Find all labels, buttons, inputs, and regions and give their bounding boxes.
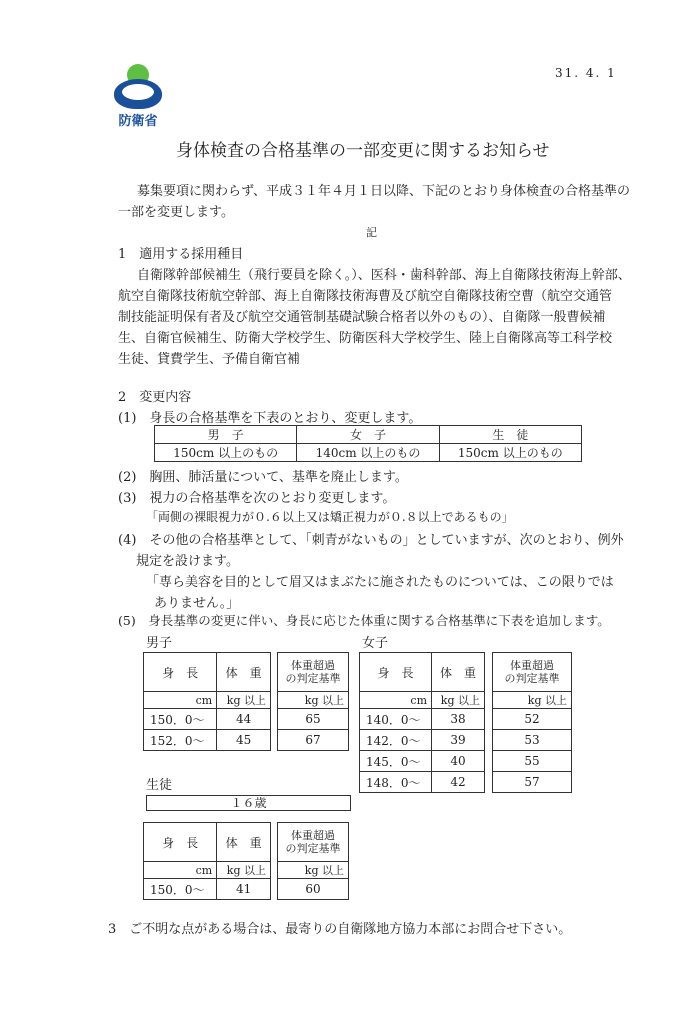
col-over-header: 体重超過 の判定基準 (278, 653, 349, 692)
ki-mark: 記 (366, 226, 377, 239)
section3-text: 3 ご不明な点がある場合は、最寄りの自衛隊地方協力本部にお問合せ下さい。 (108, 922, 572, 937)
logo-text: 防衛省 (118, 114, 158, 129)
table-cell-weight: 44 (217, 709, 271, 730)
table-cell-over: 60 (278, 879, 349, 900)
intro-line-2: 一部を変更します。 (118, 205, 234, 220)
table-cell-weight: 38 (432, 709, 485, 730)
section1-line: 航空自衛隊技術航空幹部、海上自衛隊技術海曹及び航空自衛隊技術空曹（航空交通管 (118, 289, 613, 304)
logo-body-shape (114, 79, 162, 109)
table-cell-over: 55 (493, 751, 572, 772)
height-header-female: 女 子 (297, 426, 439, 444)
document-date: 31. 4. 1 (555, 66, 617, 80)
height-header-male: 男 子 (155, 426, 297, 444)
section2-heading: 2 変更内容 (118, 390, 192, 405)
height-header-student: 生 徒 (439, 426, 581, 444)
female-weight-table (359, 652, 485, 793)
unit-kg: kg 以上 (493, 692, 572, 709)
section1-line: 生徒、貸費学生、予備自衛官補 (118, 352, 301, 367)
table-cell-over: 57 (493, 772, 572, 793)
col-over-header: 体重超過 の判定基準 (278, 823, 349, 862)
height-value-student: 150cm 以上のもの (439, 444, 581, 462)
table-cell-over: 67 (278, 730, 349, 751)
col-weight-header: 体 重 (217, 823, 271, 862)
student-label: 生徒 (146, 778, 173, 793)
table-cell-over: 65 (278, 709, 349, 730)
table-cell-height: 142．0～ (360, 730, 432, 751)
table-cell-weight: 41 (217, 879, 271, 900)
student-weight-table (143, 822, 271, 900)
unit-kg: kg 以上 (278, 862, 349, 879)
table-cell-weight: 45 (217, 730, 271, 751)
item-4-line-2: 規定を設けます。 (136, 554, 239, 569)
intro-line-1: 募集要項に関わらず、平成３１年４月１日以降、下記のとおり身体検査の合格基準の (137, 184, 630, 199)
col-over-header: 体重超過 の判定基準 (493, 653, 572, 692)
table-cell-over: 52 (493, 709, 572, 730)
item-4-quote-2: ありません。」 (154, 596, 240, 611)
student-over-table (277, 822, 349, 900)
col-height-header: 身 長 (144, 823, 217, 862)
height-standard-table (154, 425, 582, 462)
section1-line: 生、自衛官候補生、防衛大学校学生、防衛医科大学校学生、陸上自衛隊高等工科学校 (118, 331, 613, 346)
unit-cm: cm (144, 692, 217, 709)
item-4-line-1: (4) その他の合格基準として、「刺青がないもの」としていますが、次のとおり、例外 (118, 533, 624, 548)
table-cell-height: 150．0～ (144, 709, 217, 730)
table-cell-weight: 42 (432, 772, 485, 793)
col-weight-header: 体 重 (432, 653, 485, 692)
unit-kg: kg 以上 (432, 692, 485, 709)
col-height-header: 身 長 (144, 653, 217, 692)
unit-kg: kg 以上 (217, 692, 271, 709)
male-weight-table (143, 652, 271, 751)
item-5: (5) 身長基準の変更に伴い、身長に応じた体重に関する合格基準に下表を追加します。 (118, 613, 610, 628)
male-label: 男子 (146, 636, 173, 651)
table-cell-weight: 40 (432, 751, 485, 772)
male-over-table (277, 652, 349, 751)
height-value-female: 140cm 以上のもの (297, 444, 439, 462)
page-title: 身体検査の合格基準の一部変更に関するお知らせ (176, 141, 550, 161)
table-cell-height: 145．0～ (360, 751, 432, 772)
section1-line: 自衛隊幹部候補生（飛行要員を除く。）、医科・歯科幹部、海上自衛隊技術海上幹部、 (137, 268, 631, 283)
ministry-logo (108, 64, 168, 130)
item-2: (2) 胸囲、肺活量について、基準を廃止します。 (118, 470, 408, 485)
unit-cm: cm (144, 862, 217, 879)
table-cell-over: 53 (493, 730, 572, 751)
height-value-male: 150cm 以上のもの (155, 444, 297, 462)
section1-heading: 1 適用する採用種目 (118, 247, 244, 262)
table-cell-weight: 39 (432, 730, 485, 751)
item-1: (1) 身長の合格基準を下表のとおり、変更します。 (118, 411, 422, 426)
unit-kg: kg 以上 (217, 862, 271, 879)
female-label: 女子 (362, 636, 389, 651)
female-over-table (492, 652, 572, 793)
table-cell-height: 148．0～ (360, 772, 432, 793)
section1-line: 制技能証明保有者及び航空交通管制基礎試験合格者以外のもの）、自衛隊一般曹候補 (118, 310, 606, 325)
item-3-quote: 「両側の裸眼視力が０.６以上又は矯正視力が０.８以上であるもの」 (146, 510, 514, 524)
table-cell-height: 152．0～ (144, 730, 217, 751)
unit-cm: cm (360, 692, 432, 709)
unit-kg: kg 以上 (278, 692, 349, 709)
table-cell-height: 140．0～ (360, 709, 432, 730)
item-3: (3) 視力の合格基準を次のとおり変更します。 (118, 491, 396, 506)
item-4-quote-1: 「専ら美容を目的として眉又はまぶたに施されたものについては、この限りでは (146, 575, 614, 590)
table-cell-height: 150．0～ (144, 879, 217, 900)
col-weight-header: 体 重 (217, 653, 271, 692)
col-height-header: 身 長 (360, 653, 432, 692)
student-age-box: １６歳 (146, 795, 351, 811)
